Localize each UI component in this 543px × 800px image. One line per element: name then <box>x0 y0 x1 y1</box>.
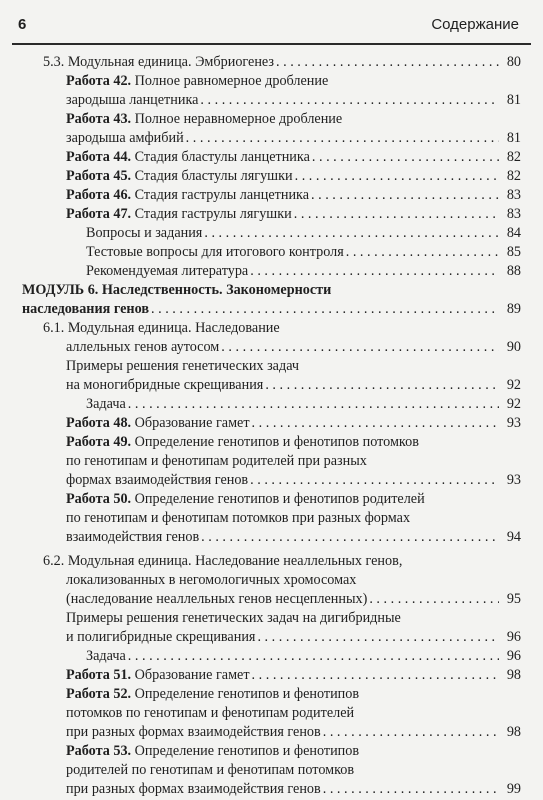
dot-leader <box>149 300 499 319</box>
toc-entry-text <box>66 761 354 780</box>
toc-entry-text <box>43 319 280 338</box>
toc-entry <box>66 571 521 590</box>
toc-entry-text <box>66 471 248 490</box>
toc-page-number: 92 <box>506 396 521 412</box>
toc-entry <box>66 628 521 647</box>
toc-entry-title: Стадия бластулы ланцетника <box>131 149 310 165</box>
toc-entry-label: Работа 52. <box>66 686 132 702</box>
toc-entry-label: Работа 47. <box>66 206 132 222</box>
toc-entry-label: Работа 42. <box>66 73 132 89</box>
toc-entry-text <box>66 609 401 628</box>
toc-entry-text <box>66 357 299 376</box>
toc-page-number: 96 <box>506 648 521 664</box>
toc-entry-label: Работа 48. <box>66 415 132 431</box>
toc-entry-label: Работа 43. <box>66 111 132 127</box>
toc-entry <box>66 685 521 704</box>
toc-entry <box>66 490 521 509</box>
toc-entry-label: Работа 49. <box>66 434 132 450</box>
toc-page-number: 83 <box>506 206 521 222</box>
toc-entry <box>86 224 521 243</box>
toc-entry-title: Вопросы и задания <box>86 225 203 241</box>
toc-entry-text <box>66 167 293 186</box>
dot-leader <box>263 376 499 395</box>
toc-entry-text <box>66 490 425 509</box>
toc-entry-label: Работа 53. <box>66 743 132 759</box>
toc-entry-title: аллельных генов аутосом <box>66 339 220 355</box>
toc-entry <box>66 452 521 471</box>
toc-entry-title: Стадия бластулы лягушки <box>131 168 293 184</box>
dot-leader <box>344 243 499 262</box>
toc-entry-label: Работа 45. <box>66 168 132 184</box>
toc-page-number: 80 <box>506 54 521 70</box>
toc-page-number: 84 <box>506 225 521 241</box>
dot-leader <box>310 148 499 167</box>
toc-entry-label: Работа 44. <box>66 149 132 165</box>
dot-leader <box>198 91 499 110</box>
toc-entry <box>66 471 521 490</box>
toc-page-number: 85 <box>506 244 521 260</box>
toc-entry-text <box>66 528 199 547</box>
toc-entry-text <box>66 72 328 91</box>
dot-leader <box>126 647 499 666</box>
toc-entry <box>66 167 521 186</box>
toc-entry-text <box>86 395 126 414</box>
toc-entry <box>66 528 521 547</box>
toc-entry <box>66 723 521 742</box>
dot-leader <box>321 780 499 799</box>
toc-entry-title: при разных формах взаимодействия генов <box>66 724 321 740</box>
toc-page-number: 81 <box>506 92 521 108</box>
toc-entry <box>66 72 521 91</box>
toc-entry-title: Задача <box>86 648 126 664</box>
toc-entry-text <box>66 590 367 609</box>
toc-entry-text <box>86 243 344 262</box>
toc-entry <box>66 666 521 685</box>
dot-leader <box>321 723 499 742</box>
dot-leader <box>250 666 499 685</box>
toc-entry <box>43 552 521 571</box>
toc-entry <box>86 262 521 281</box>
toc-entry-text <box>66 742 359 761</box>
dot-leader <box>292 205 499 224</box>
toc-entry-title: родителей по генотипам и фенотипам потомков <box>66 762 355 778</box>
toc-entry <box>66 91 521 110</box>
toc-entry <box>22 281 521 300</box>
toc-entry-title: по генотипам и фенотипам потомков при разных формах <box>66 510 411 526</box>
toc-entry-text <box>66 452 367 471</box>
dot-leader <box>293 167 499 186</box>
toc-entry-text <box>66 205 292 224</box>
toc-entry <box>66 357 521 376</box>
dot-leader <box>219 338 499 357</box>
toc-entry-text <box>66 186 309 205</box>
toc-entry <box>66 338 521 357</box>
toc-entry-text <box>66 91 198 110</box>
toc-entry <box>66 205 521 224</box>
toc-entry <box>66 414 521 433</box>
running-title: Содержание <box>431 16 519 33</box>
toc-entry-text <box>66 129 184 148</box>
toc-entry-title: Полное равномерное дробление <box>131 73 329 89</box>
toc-entry-text <box>66 414 250 433</box>
toc-entry <box>66 780 521 799</box>
toc-page-number: 94 <box>506 529 521 545</box>
toc-entry-title: на моногибридные скрещивания <box>66 377 264 393</box>
toc-entry-text <box>66 666 250 685</box>
toc-entry-text <box>66 628 255 647</box>
toc-entry-title: Стадия гаструлы лягушки <box>131 206 292 222</box>
toc-entry-title: формах взаимодействия генов <box>66 472 249 488</box>
toc-entry-title: 6.2. Модульная единица. Наследование неаллельных генов, <box>43 553 403 569</box>
toc-page-number: 95 <box>506 591 521 607</box>
toc-entry-title: Определение генотипов и фенотипов потомков <box>131 434 419 450</box>
toc-entry-label: наследования генов <box>22 301 150 317</box>
toc-entry-title: Тестовые вопросы для итогового контроля <box>86 244 344 260</box>
toc-entry-title: зародыша амфибий <box>66 130 184 146</box>
toc-entry-label: Работа 46. <box>66 187 132 203</box>
toc-entry-label: Работа 50. <box>66 491 132 507</box>
toc-entry <box>43 319 521 338</box>
toc-entry-text <box>22 281 331 300</box>
toc-page-number: 81 <box>506 130 521 146</box>
toc-page-number: 98 <box>506 724 521 740</box>
toc-entry-text <box>66 509 410 528</box>
toc-entry-title: локализованных в негомологичных хромосомах <box>66 572 357 588</box>
toc-page-number: 96 <box>506 629 521 645</box>
dot-leader <box>248 471 499 490</box>
toc-entry <box>66 742 521 761</box>
toc-entry-title: Примеры решения генетических задач на дигибридные <box>66 610 401 626</box>
toc-entry-title: по генотипам и фенотипам родителей при разных <box>66 453 367 469</box>
toc-entry-title: Образование гамет <box>131 667 250 683</box>
toc-entry-text <box>86 647 126 666</box>
dot-leader <box>274 53 499 72</box>
toc-entry <box>66 761 521 780</box>
toc-entry-title: 6.1. Модульная единица. Наследование <box>43 320 280 336</box>
toc-entry <box>66 186 521 205</box>
toc-entry-title: Определение генотипов и фенотипов родителей <box>131 491 425 507</box>
toc-entry-text <box>66 704 354 723</box>
toc-entry <box>86 395 521 414</box>
toc-entry <box>86 243 521 262</box>
toc-entry-title: Полное неравномерное дробление <box>131 111 343 127</box>
toc-page-number: 93 <box>506 415 521 431</box>
toc-entry-title: зародыша ланцетника <box>66 92 199 108</box>
toc-entry <box>66 509 521 528</box>
dot-leader <box>367 590 499 609</box>
toc-entry-title: Определение генотипов и фенотипов <box>131 686 360 702</box>
toc-entry <box>66 110 521 129</box>
toc-entry <box>22 300 521 319</box>
page-number: 6 <box>18 16 27 33</box>
toc-entry <box>43 53 521 72</box>
toc-entry <box>66 609 521 628</box>
dot-leader <box>126 395 499 414</box>
toc-page-number: 89 <box>506 301 521 317</box>
dot-leader <box>248 262 499 281</box>
dot-leader <box>255 628 499 647</box>
toc-page-number: 92 <box>506 377 521 393</box>
toc-entry-text <box>86 262 248 281</box>
toc-entry-title: Задача <box>86 396 126 412</box>
dot-leader <box>202 224 499 243</box>
toc-entry-title: при разных формах взаимодействия генов <box>66 781 321 797</box>
dot-leader <box>199 528 499 547</box>
toc-entry-text <box>66 338 219 357</box>
toc-entry-text <box>22 300 149 319</box>
toc-entry-text <box>66 723 321 742</box>
toc-entry <box>66 704 521 723</box>
toc-entry-text <box>43 552 402 571</box>
toc-entry <box>66 129 521 148</box>
toc-entry-title: Стадия гаструлы ланцетника <box>131 187 310 203</box>
toc-entry-text <box>66 376 263 395</box>
toc-entry-text <box>66 571 356 590</box>
dot-leader <box>309 186 499 205</box>
toc-page-number: 82 <box>506 168 521 184</box>
toc-page-number: 83 <box>506 187 521 203</box>
toc-entry-title: потомков по генотипам и фенотипам родителей <box>66 705 355 721</box>
toc-entry-title: и полигибридные скрещивания <box>66 629 256 645</box>
toc-page-number: 88 <box>506 263 521 279</box>
toc-entry-title: Рекомендуемая литература <box>86 263 249 279</box>
toc-entry-text <box>86 224 202 243</box>
toc-entry-text <box>43 53 274 72</box>
toc-entry <box>66 590 521 609</box>
toc-entry-title: Примеры решения генетических задач <box>66 358 300 374</box>
dot-leader <box>250 414 499 433</box>
toc-entry-title: Определение генотипов и фенотипов <box>131 743 360 759</box>
dot-leader <box>184 129 499 148</box>
toc-entry-label: МОДУЛЬ 6. Наследственность. Закономерности <box>22 282 332 298</box>
toc-entry-label: Работа 51. <box>66 667 132 683</box>
toc-entry <box>86 647 521 666</box>
toc-entry <box>66 148 521 167</box>
toc-entry-text <box>66 148 310 167</box>
toc-entry-title: Образование гамет <box>131 415 250 431</box>
toc-entry-text <box>66 685 359 704</box>
toc-page-number: 98 <box>506 667 521 683</box>
toc-entry <box>66 433 521 452</box>
toc-entry-text <box>66 110 342 129</box>
toc-entry-text <box>66 433 419 452</box>
toc-page-number: 99 <box>506 781 521 797</box>
toc-entry <box>66 376 521 395</box>
toc-page-number: 93 <box>506 472 521 488</box>
toc-entry-title: (наследование неаллельных генов несцепленных) <box>66 591 368 607</box>
toc-page-number: 90 <box>506 339 521 355</box>
toc-entry-title: взаимодействия генов <box>66 529 200 545</box>
toc-page-number: 82 <box>506 149 521 165</box>
toc-entry-title: 5.3. Модульная единица. Эмбриогенез <box>43 54 275 70</box>
toc-entry-text <box>66 780 321 799</box>
